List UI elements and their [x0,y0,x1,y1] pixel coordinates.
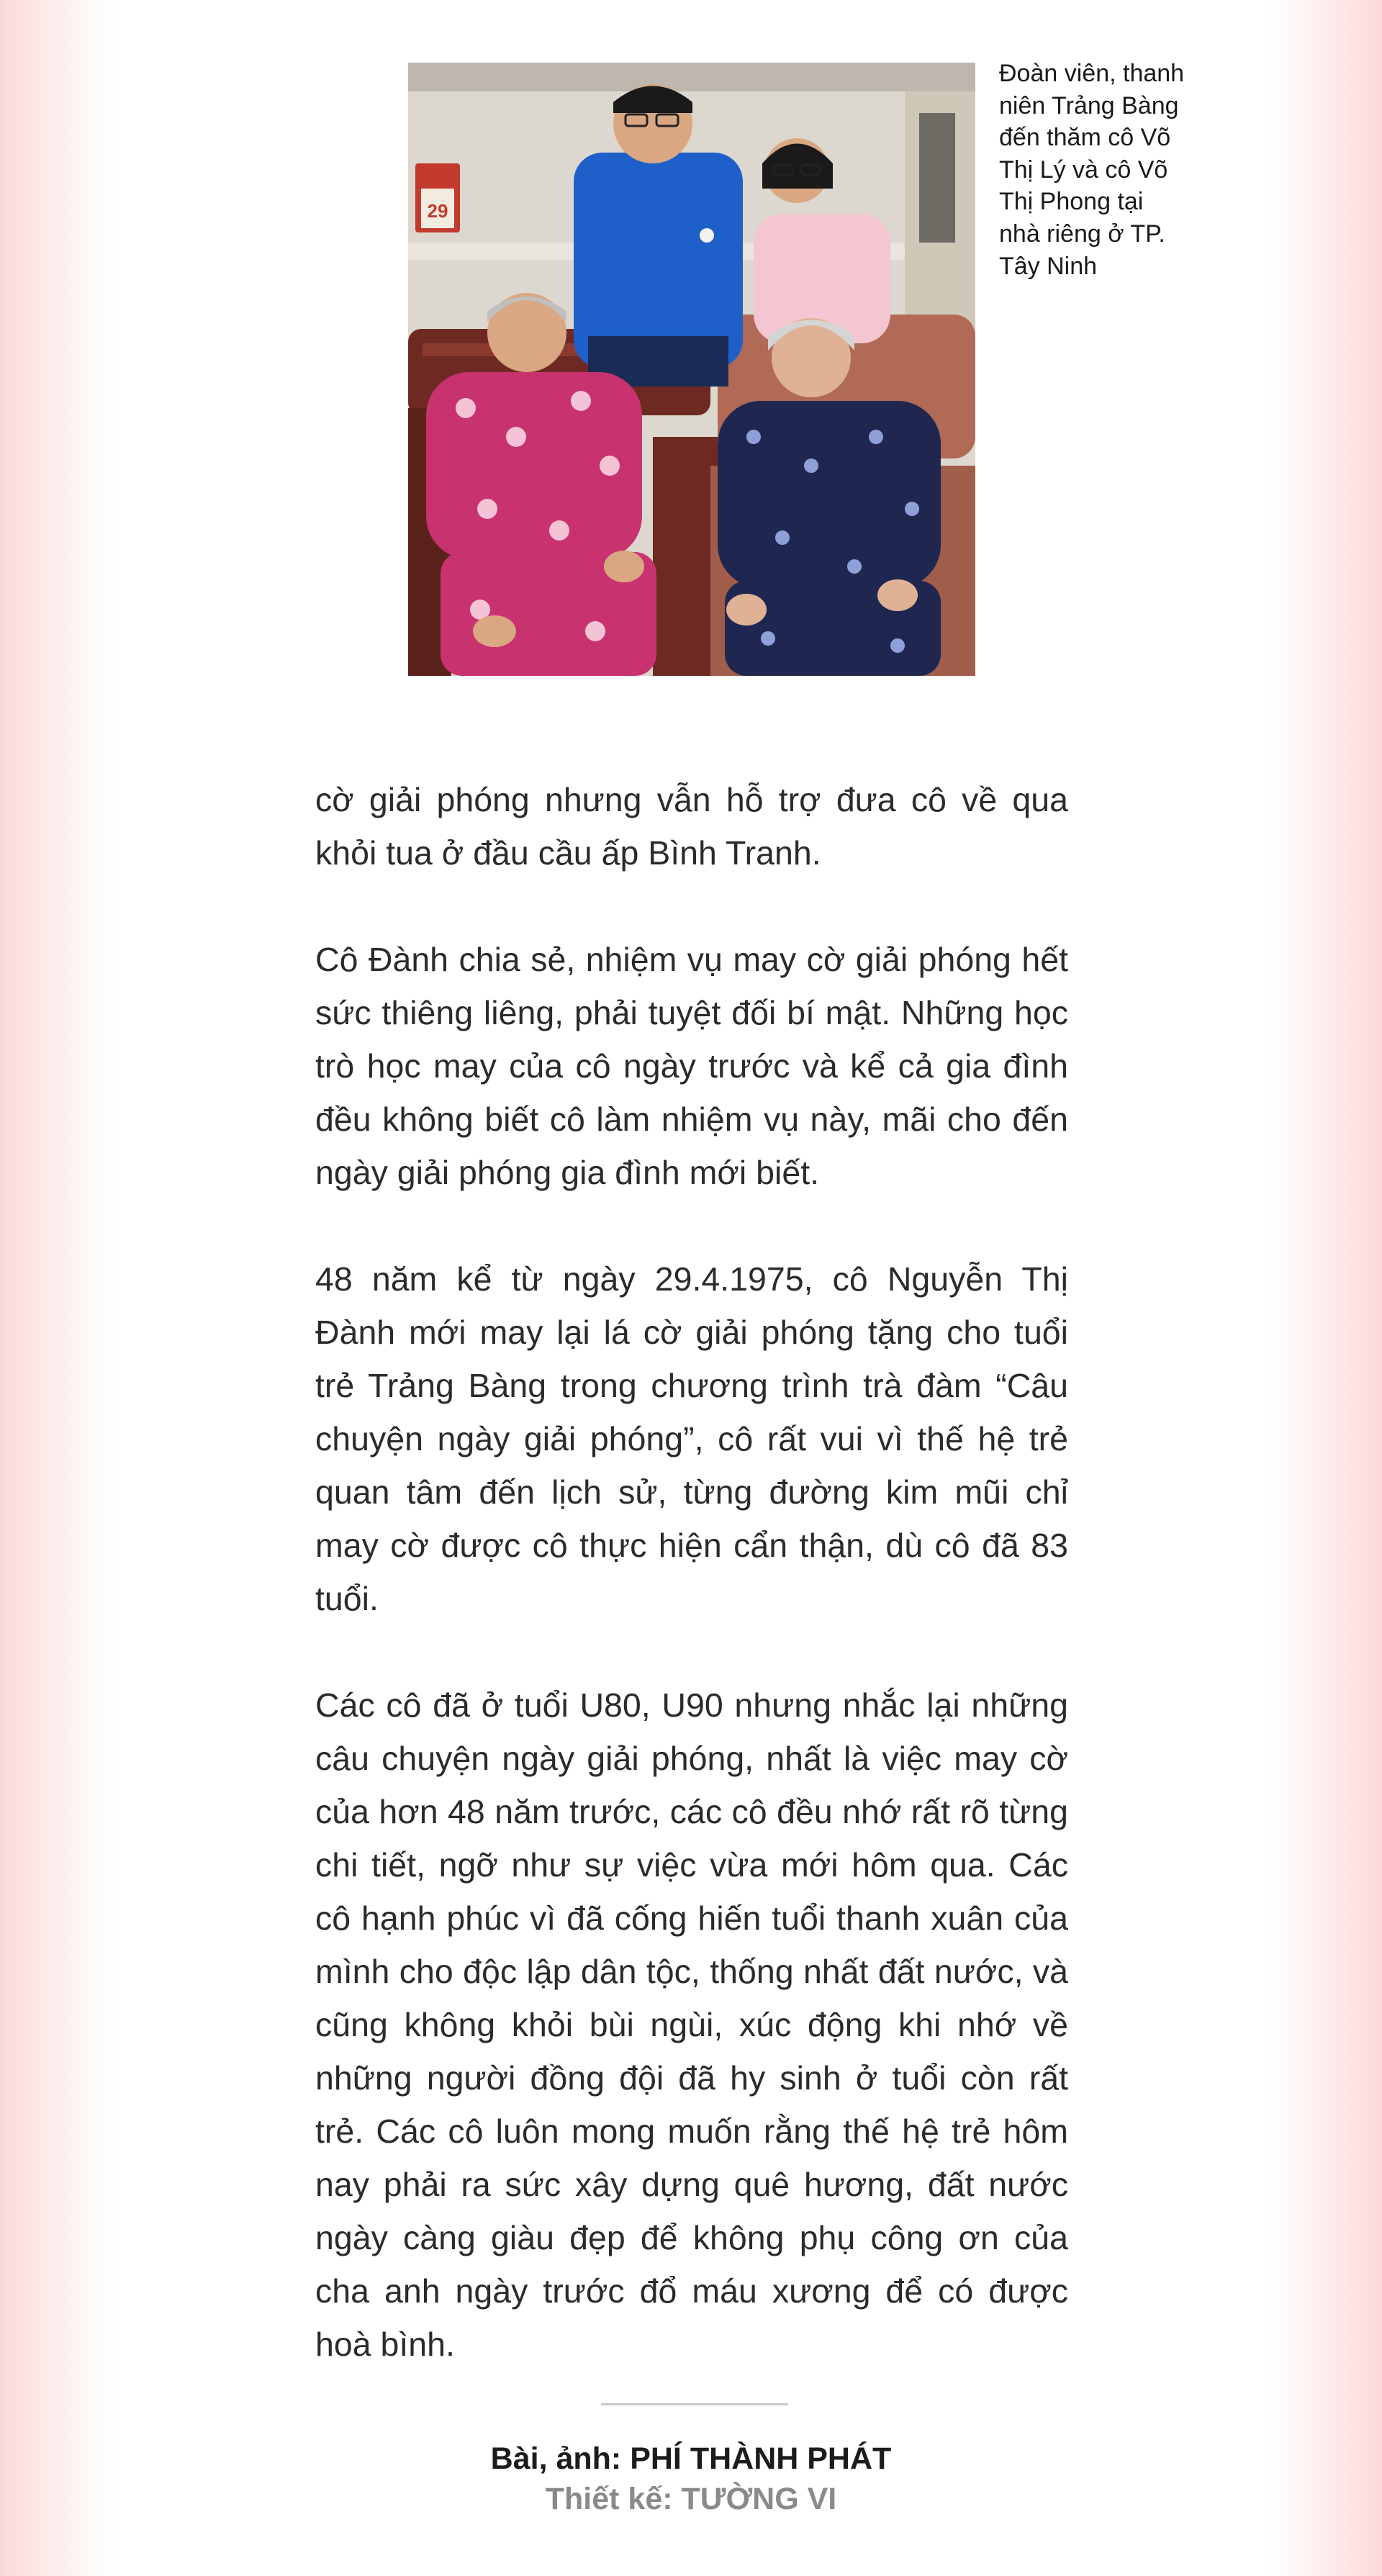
article-body [315,773,1068,2371]
wall-calendar [415,163,460,232]
photo-illustration [408,63,975,676]
article-paragraph: cờ giải phóng nhưng vẫn hỗ trợ đưa cô về qua khỏi tua ở đầu cầu ấp Bình Tranh. [315,781,1068,872]
credits-block [0,2439,1382,2519]
photo-caption: Đoàn viên, thanh niên Trảng Bàng đến thăm cô Võ Thị Lý và cô Võ Thị Phong tại nhà riêng ở TP. Tây Ninh [999,60,1185,280]
design-credit: Thiết kế: TƯỜNG VI [545,2482,837,2516]
article-photo [408,63,975,676]
credits-divider [601,2403,788,2405]
calendar-number: 29 [427,200,448,222]
article-paragraph: Cô Đành chia sẻ, nhiệm vụ may cờ giải phóng hết sức thiêng liêng, phải tuyệt đối bí mật. Những học trò học may của cô ngày trước và kể cả gia đình đều không biết cô làm nhiệm vụ này, mãi cho đến ngày giải phóng gia đình mới biết. [315,941,1068,1191]
article-paragraph: Các cô đã ở tuổi U80, U90 nhưng nhắc lại những câu chuyện ngày giải phóng, nhất là việc may cờ của hơn 48 năm trước, các cô đều nhớ rất rõ từng chi tiết, ngỡ như sự việc vừa mới hôm qua. Các cô hạnh phúc vì đã cống hiến tuổi thanh xuân của mình cho độc lập dân tộc, thống nhất đất nước, và cũng không khỏi bùi ngùi, xúc động khi nhớ về những người đồng đội đã hy sinh ở tuổi còn rất trẻ. Các cô luôn mong muốn rằng thế hệ trẻ hôm nay phải ra sức xây dựng quê hương, đất nước ngày càng giàu đẹp để không phụ công ơn của cha anh ngày trước đổ máu xương để có được hoà bình. [315,1686,1068,2363]
article-paragraph: 48 năm kể từ ngày 29.4.1975, cô Nguyễn Thị Đành mới may lại lá cờ giải phóng tặng cho tuổi trẻ Trảng Bàng trong chương trình trà đàm “Câu chuyện ngày giải phóng”, cô rất vui vì thế hệ trẻ quan tâm đến lịch sử, từng đường kim mũi chỉ may cờ được cô thực hiện cẩn thận, dù cô đã 83 tuổi. [315,1260,1068,1617]
author-credit: Bài, ảnh: PHÍ THÀNH PHÁT [490,2441,892,2476]
